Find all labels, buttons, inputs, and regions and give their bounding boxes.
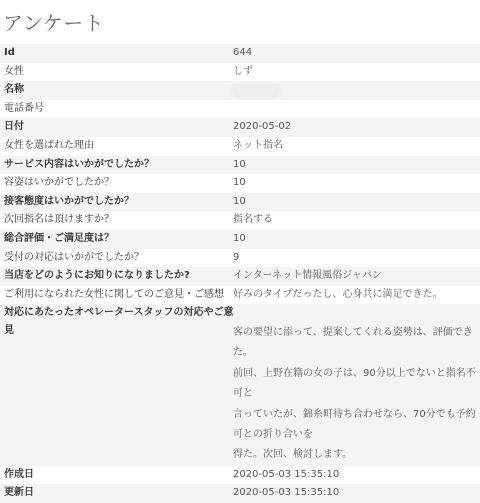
row-value-reason: ネット指名 [229,137,480,156]
table-row [0,118,480,137]
row-value-feedback: 好みのタイプだったし、心身共に満足できた。 [229,286,480,305]
row-value-name [229,81,480,100]
operator-text-line: 可との折り合いを [233,428,313,440]
row-label-next: 次回指名は頂けますか？ [0,211,229,230]
table-row [0,323,480,466]
row-value-updated: 2020-05-03 15:35:10 [229,484,480,503]
table-row [0,174,480,193]
row-value-attitude: 10 [229,193,480,212]
page-title: アンケート [3,11,105,35]
row-label-date: 日付 [0,118,229,137]
row-value-next: 指名する [229,211,480,230]
row-label-woman: 女性 [0,63,229,82]
table-row [0,230,480,249]
row-label-feedback: ご利用になられた女性に関してのご意見・ご感想 [0,286,229,305]
operator-text-line: 客の要望に添って、提案してくれる姿勢は、評価でき [233,326,473,338]
row-value-reception: 9 [229,249,480,268]
row-label-created: 作成日 [0,466,229,485]
operator-text-line: 言っていたが、錦糸町待ち合わせなら、70分でも予約 [233,408,476,420]
row-label-appearance: 容姿はいかがでしたか？ [0,174,229,193]
operator-text-line: 得た。次回、検討します。 [233,449,353,461]
row-value-operator [229,323,480,466]
row-label-id: Id [0,44,229,63]
table-row [0,267,480,286]
table-row [0,137,480,156]
operator-text-line: た。 [233,347,253,359]
row-label-reception: 受付の対応はいかがでしたか？ [0,249,229,268]
table-row [0,44,480,63]
row-label-operator-cont: 見 [0,323,229,466]
operator-text-line: 前回、上野在籍の女の子は、90分以上でないと指名不 [233,367,476,379]
row-label-operator: 対応にあたったオペレータースタッフの対応やご意 [0,304,480,323]
row-value-appearance: 10 [229,174,480,193]
row-value-service: 10 [229,156,480,175]
row-value-id: 644 [229,44,480,63]
row-label-service: サービス内容はいかがでしたか？ [0,156,229,175]
table-row [0,304,480,323]
row-label-source: 当店をどのようにお知りになりましたか? [0,267,229,286]
table-row [0,466,480,485]
row-value-created: 2020-05-03 15:35:10 [229,466,480,485]
row-label-reason: 女性を選ばれた理由 [0,137,229,156]
row-value-source: インターネット情報風俗ジャパン [229,267,480,286]
row-label-name: 名称 [0,81,229,100]
row-value-phone [229,100,480,119]
row-label-updated: 更新日 [0,484,229,503]
table-row [0,63,480,82]
row-value-woman: しず [229,63,480,82]
table-row [0,249,480,268]
table-row [0,286,480,305]
row-label-overall: 総合評価・ご満足度は？ [0,230,229,249]
table-row [0,156,480,175]
row-label-attitude: 接客態度はいかがでしたか？ [0,193,229,212]
table-row [0,100,480,119]
row-value-overall: 10 [229,230,480,249]
table-row [0,211,480,230]
redacted-name [233,83,279,96]
table-row [0,81,480,100]
operator-text-line: 可と [233,388,253,400]
table-row [0,193,480,212]
row-label-phone: 電話番号 [0,100,229,119]
row-value-date: 2020-05-02 [229,118,480,137]
survey-table [0,44,480,503]
table-row [0,484,480,503]
